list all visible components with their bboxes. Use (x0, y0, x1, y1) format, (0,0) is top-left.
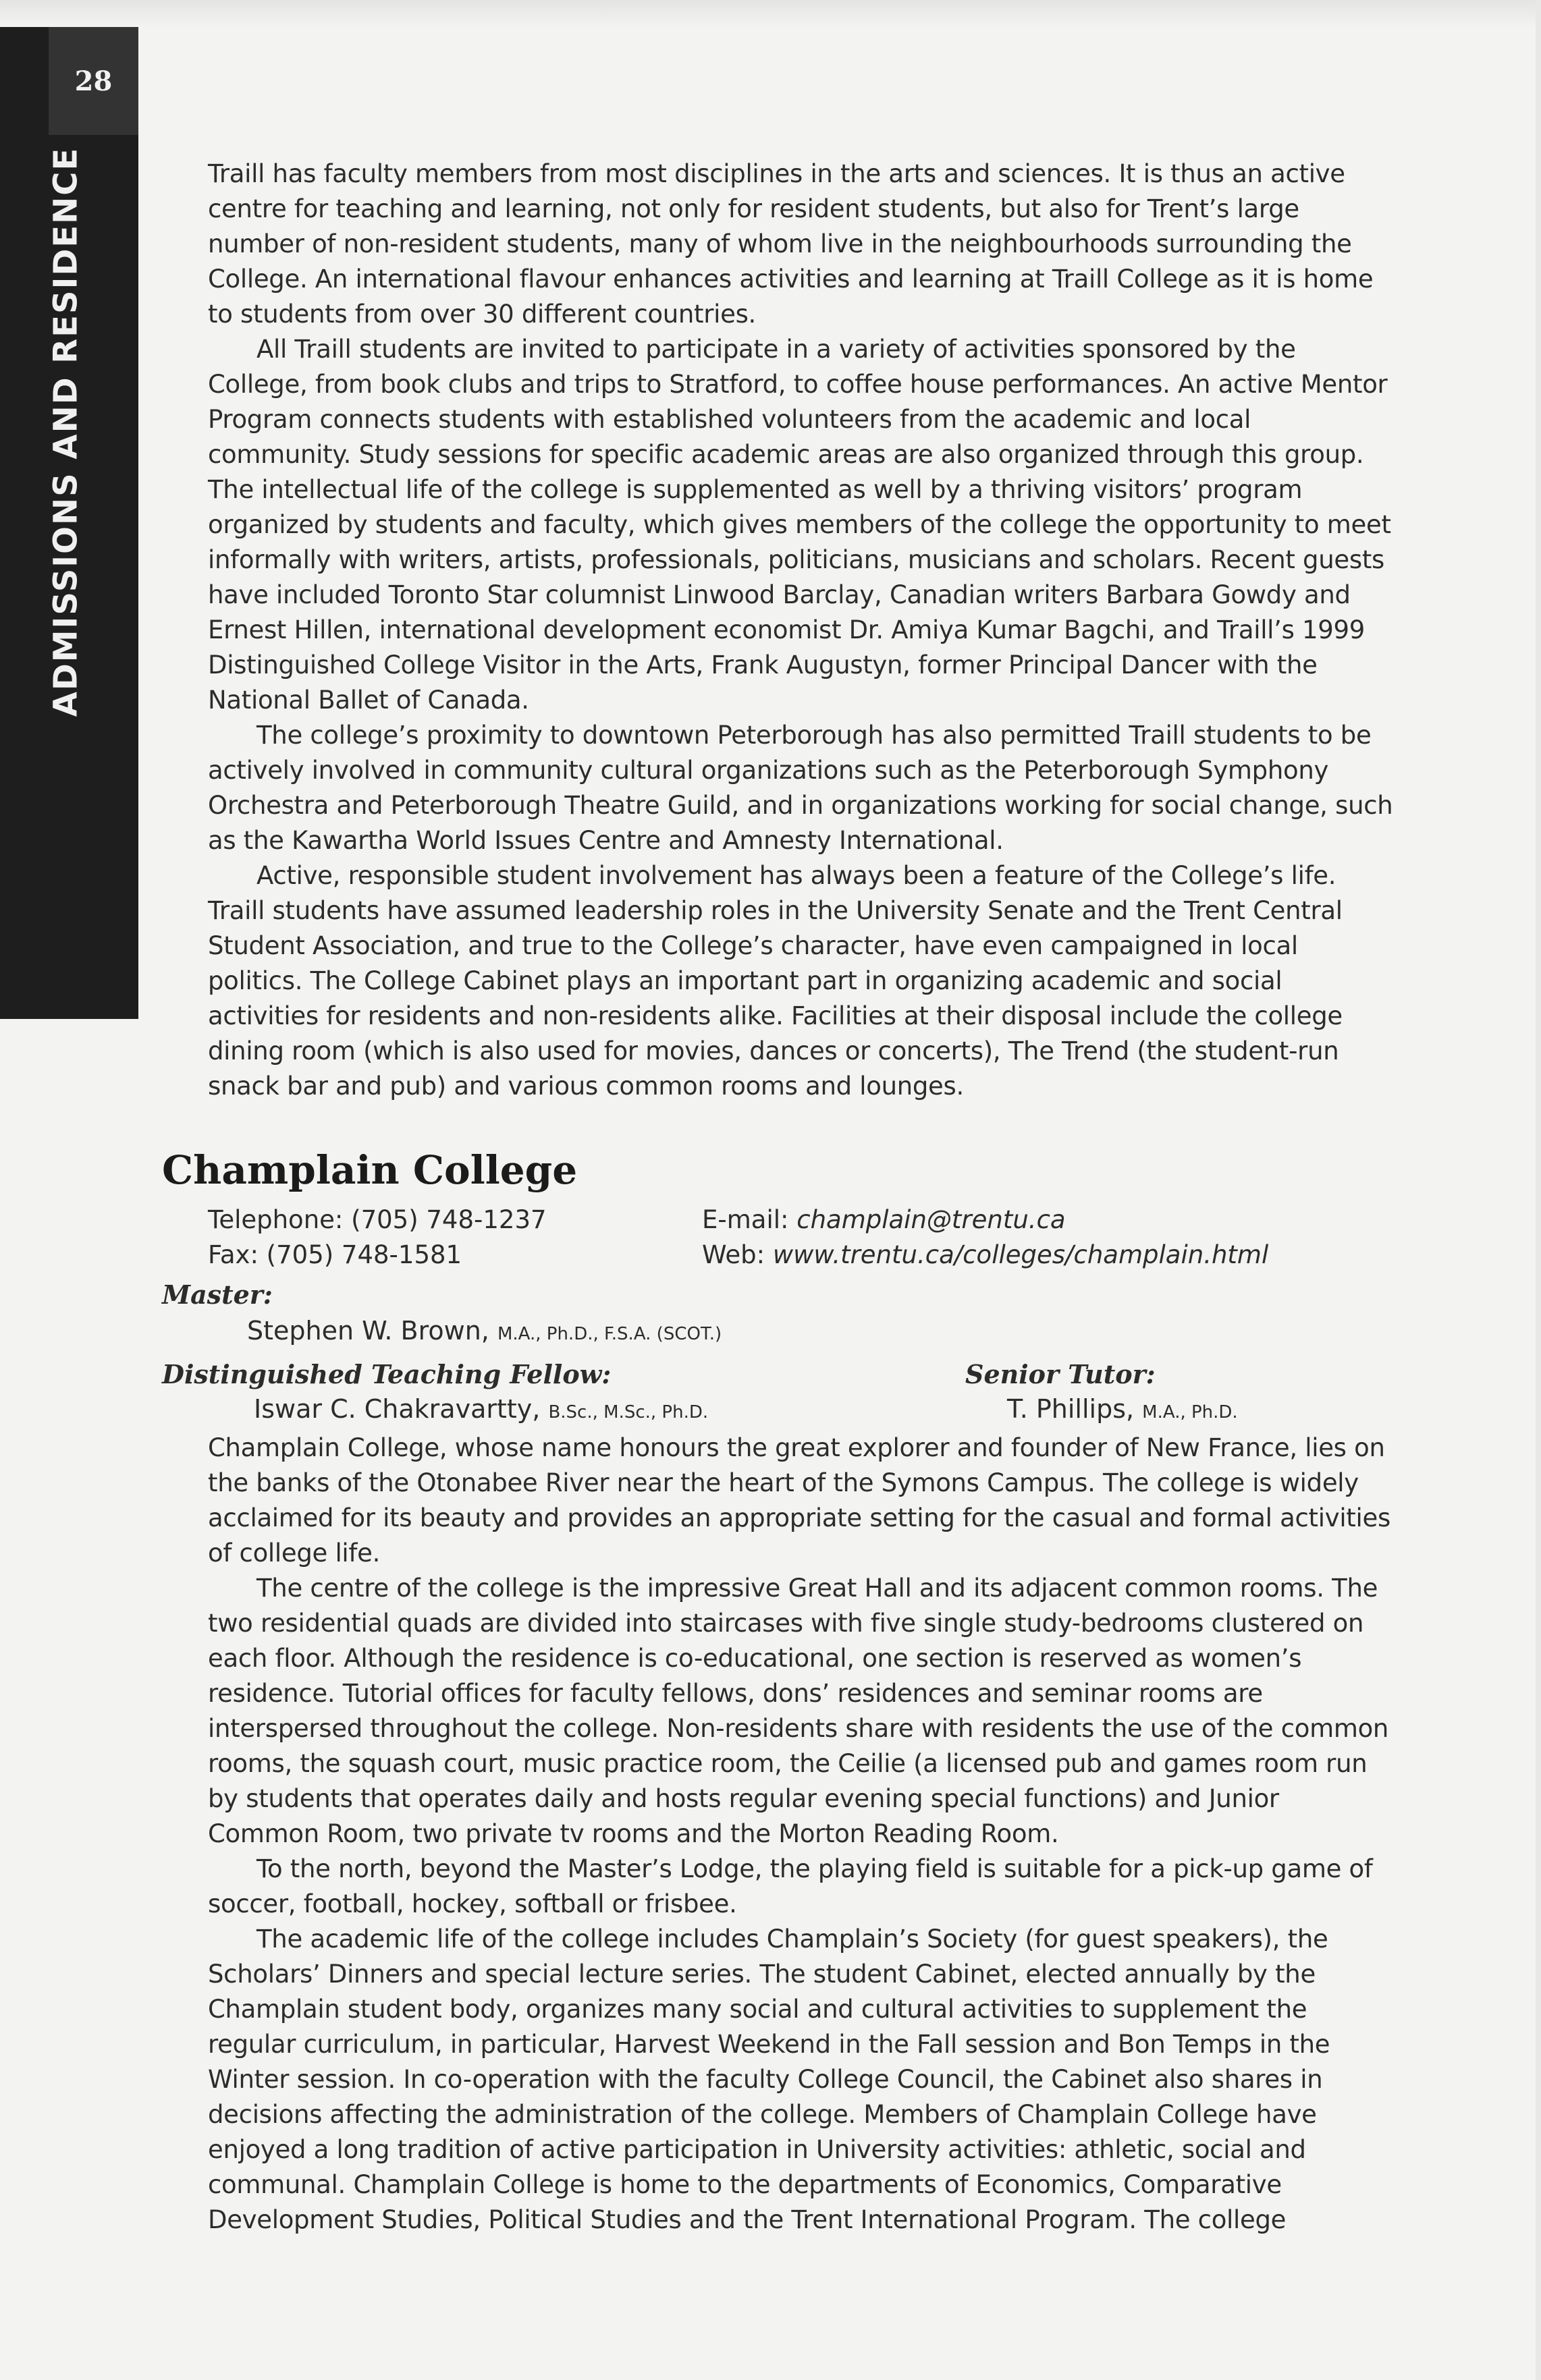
section-label-container (35, 146, 96, 717)
page-number: 28 (74, 65, 113, 97)
fellow-entry (254, 1394, 708, 1424)
page-number-tab (49, 27, 138, 135)
section-label: ADMISSIONS AND RESIDENCE (47, 146, 84, 717)
champlain-paragraph-1: Champlain College, whose name honours the great explorer and founder of New France, lies on the banks of the Otonabee River near the heart of the Symons Campus. The college is widely acclaimed for its beauty and provides an appropriate setting for the casual and formal activities of college life. (208, 1433, 1390, 1568)
page-top-edge (0, 0, 1541, 27)
traill-paragraph-4: Active, responsible student involvement has always been a feature of the College’s life. Traill students have assumed leadership roles in the University Senate and the Trent Central Student Association, and true to the College’s character, have even campaigned in local politics. The College Cabinet plays an important part in organizing academic and social activities for residents and non-residents alike. Facilities at their disposal include the college dining room (which is also used for movies, dances or concerts), The Trend (the student-run snack bar and pub) and various common rooms and lounges. (208, 861, 1343, 1101)
champlain-paragraph-2: The centre of the college is the impressive Great Hall and its adjacent common rooms. The two residential quads are divided into staircases with five single study-bedrooms clustered on each floor. Although the residence is co-educational, one section is reserved as women’s residence. Tutorial offices for faculty fellows, dons’ residences and seminar rooms are interspersed throughout the college. Non-residents share with residents the use of the common rooms, the squash court, music practice room, the Ceilie (a licensed pub and games room run by students that operates daily and hosts regular evening special functions) and Junior Common Room, two private tv rooms and the Morton Reading Room. (208, 1574, 1389, 1848)
champlain-paragraph-4: The academic life of the college includes Champlain’s Society (for guest speakers), the Scholars’ Dinners and special lecture series. The student Cabinet, elected annually by the Champlain student body, organizes many social and cultural activities to supplement the regular curriculum, in particular, Harvest Weekend in the Fall session and Bon Temps in the Winter session. In co-operation with the faculty College Council, the Cabinet also shares in decisions affecting the administration of the college. Members of Champlain College have enjoyed a long tradition of active participation in University activities: athletic, social and communal. Champlain College is home to the departments of Economics, Comparative Development Studies, Political Studies and the Trent International Program. The college (208, 1925, 1330, 2234)
email-link[interactable]: champlain@trentu.ca (796, 1205, 1066, 1234)
champlain-title: Champlain College (162, 1147, 578, 1193)
tutor-quals: M.A., Ph.D. (1142, 1402, 1238, 1422)
master-name: Stephen W. Brown, (247, 1316, 497, 1346)
traill-section (208, 157, 1396, 1104)
web-link[interactable]: www.trentu.ca/colleges/champlain.html (772, 1240, 1269, 1269)
traill-paragraph-1: Traill has faculty members from most disciplines in the arts and sciences. It is thus an active centre for teaching and learning, not only for resident students, but also for Trent’s large number of non-resident students, many of whom live in the neighbourhoods surrounding the College. An international flavour enhances activities and learning at Traill College as it is home to students from over 30 different countries. (208, 159, 1374, 329)
traill-paragraph-3: The college’s proximity to downtown Peterborough has also permitted Traill students to be actively involved in community cultural organizations such as the Peterborough Symphony Orchestra and Peterborough Theatre Guild, and in organizations working for social change, such as the Kawartha World Issues Centre and Amnesty International. (208, 721, 1393, 855)
email-label: E-mail: (702, 1205, 797, 1234)
telephone: Telephone: (705) 748-1237 (208, 1205, 547, 1234)
web-label: Web: (702, 1240, 773, 1269)
master-quals: M.A., Ph.D., F.S.A. (SCOT.) (497, 1324, 722, 1344)
tutor-name: T. Phillips, (1007, 1394, 1143, 1424)
master-label: Master: (162, 1279, 273, 1310)
champlain-section (208, 1431, 1396, 2238)
tutor-label: Senior Tutor: (965, 1359, 1156, 1389)
fax: Fax: (705) 748-1581 (208, 1240, 462, 1269)
fellow-quals: B.Sc., M.Sc., Ph.D. (548, 1402, 709, 1422)
page-right-edge (1536, 0, 1541, 2380)
master-entry (247, 1316, 722, 1346)
traill-paragraph-2: All Traill students are invited to participate in a variety of activities sponsored by the College, from book clubs and trips to Stratford, to coffee house performances. An active Mentor Program connects students with established volunteers from the academic and local community. Study sessions for specific academic areas are also organized through this group. The intellectual life of the college is supplemented as well by a thriving visitors’ program organized by students and faculty, which gives members of the college the opportunity to meet informally with writers, artists, professionals, politicians, musicians and scholars. Recent guests have included Toronto Star columnist Linwood Barclay, Canadian writers Barbara Gowdy and Ernest Hillen, international development economist Dr. Amiya Kumar Bagchi, and Traill’s 1999 Distinguished College Visitor in the Arts, Frank Augustyn, former Principal Dancer with the National Ballet of Canada. (208, 335, 1391, 715)
fellow-label: Distinguished Teaching Fellow: (162, 1359, 612, 1389)
fellow-name: Iswar C. Chakravartty, (254, 1394, 549, 1424)
champlain-paragraph-3: To the north, beyond the Master’s Lodge, the playing field is suitable for a pick-up game of soccer, football, hockey, softball or frisbee. (208, 1854, 1373, 1918)
web-line (702, 1238, 1268, 1273)
tutor-entry (1007, 1394, 1238, 1424)
email-line (702, 1202, 1066, 1238)
